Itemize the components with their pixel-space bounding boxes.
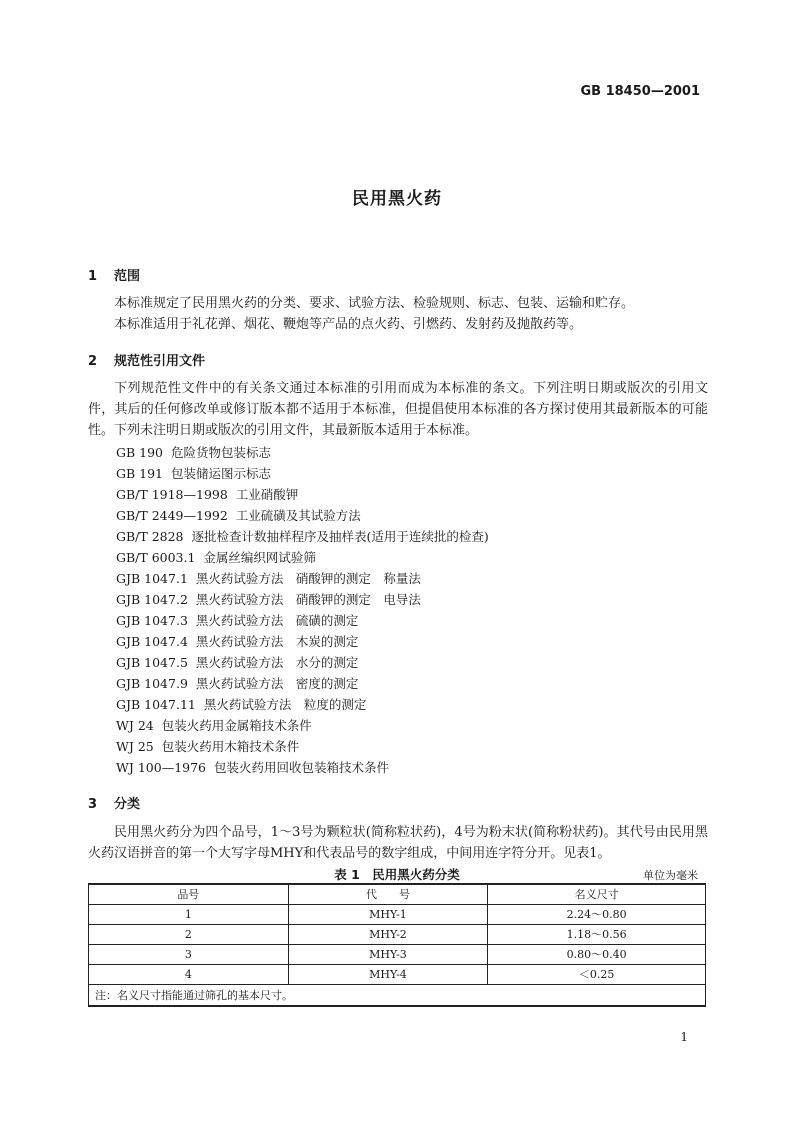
table-cell: 1 [89, 904, 289, 924]
reference-title: 工业硫磺及其试验方法 [235, 508, 361, 523]
reference-code: GB 191 [116, 466, 164, 481]
paragraph: 下列规范性文件中的有关条文通过本标准的引用而成为本标准的条文。下列注明日期或版次的引用文件，其后的任何修改单或修订版本都不适用于本标准，但提倡使用本标准的各方探讨使用其最新版本的可能性。下列未注明日期或版次的引用文件，其最新版本适用于本标准。 [88, 381, 708, 438]
section-title: 分类 [114, 797, 141, 812]
reference-code: GB/T 1918—1998 [116, 487, 228, 502]
reference-title: 逐批检查计数抽样程序及抽样表(适用于连续批的检查) [191, 529, 489, 544]
page-number: 1 [680, 1030, 688, 1044]
reference-title: 黑火药试验方法 粒度的测定 [203, 697, 367, 712]
reference-code: GJB 1047.11 [116, 697, 196, 712]
reference-code: GJB 1047.3 [116, 613, 188, 628]
reference-item [116, 526, 716, 547]
reference-title: 金属丝编织网试验筛 [203, 550, 316, 565]
section-number: 1 [88, 269, 98, 284]
section-title: 规范性引用文件 [114, 354, 206, 369]
table-cell: MHY-4 [288, 964, 488, 984]
column-header: 名义尺寸 [488, 884, 706, 904]
reference-code: WJ 25 [116, 739, 154, 754]
reference-title: 包装火药用木箱技术条件 [161, 739, 300, 754]
reference-item [116, 589, 716, 610]
table-cell: MHY-3 [288, 944, 488, 964]
reference-title: 黑火药试验方法 硫磺的测定 [195, 613, 359, 628]
table-row [89, 924, 706, 944]
reference-title: 黑火药试验方法 硝酸钾的测定 称量法 [195, 571, 421, 586]
reference-title: 黑火药试验方法 木炭的测定 [195, 634, 359, 649]
reference-title: 黑火药试验方法 密度的测定 [195, 676, 359, 691]
reference-item [116, 610, 716, 631]
table-caption: 表 1 民用黑火药分类 [334, 867, 460, 882]
table-note-row [89, 984, 706, 1006]
table-row [89, 964, 706, 984]
reference-title: 包装储运图示标志 [170, 466, 271, 481]
table-row [89, 944, 706, 964]
paragraph: 本标准规定了民用黑火药的分类、要求、试验方法、检验规则、标志、包装、运输和贮存。 [114, 296, 635, 311]
reference-code: GB/T 2828 [116, 529, 184, 544]
table-note: 注：名义尺寸指能通过筛孔的基本尺寸。 [89, 984, 706, 1006]
reference-code: GJB 1047.1 [116, 571, 188, 586]
table-cell: 2 [89, 924, 289, 944]
table-cell: ＜0.25 [488, 964, 706, 984]
table-cell: 4 [89, 964, 289, 984]
standard-number: GB 18450—2001 [580, 84, 700, 99]
table-cell: MHY-1 [288, 904, 488, 924]
reference-code: GB 190 [116, 445, 164, 460]
reference-code: GB/T 2449—1992 [116, 508, 228, 523]
reference-item [116, 442, 716, 463]
reference-item [116, 484, 716, 505]
table-header-row [89, 884, 706, 904]
reference-title: 工业硝酸钾 [235, 487, 299, 502]
section-title: 范围 [114, 269, 141, 284]
classification-table [88, 883, 706, 1007]
reference-item [116, 715, 716, 736]
reference-item [116, 463, 716, 484]
section-2-heading [88, 350, 205, 369]
reference-title: 危险货物包装标志 [170, 445, 271, 460]
table-cell: 1.18～0.56 [488, 924, 706, 944]
section-number: 3 [88, 797, 98, 812]
reference-code: GJB 1047.4 [116, 634, 188, 649]
reference-item [116, 736, 716, 757]
reference-title: 包装火药用金属箱技术条件 [161, 718, 312, 733]
reference-code: WJ 24 [116, 718, 154, 733]
reference-code: GJB 1047.9 [116, 676, 188, 691]
reference-code: GB/T 6003.1 [116, 550, 196, 565]
column-header: 品号 [89, 884, 289, 904]
table-row [89, 904, 706, 924]
reference-title: 黑火药试验方法 硝酸钾的测定 电导法 [195, 592, 421, 607]
reference-item [116, 547, 716, 568]
table-cell: 0.80～0.40 [488, 944, 706, 964]
column-header: 代 号 [288, 884, 488, 904]
reference-code: GJB 1047.2 [116, 592, 188, 607]
section-number: 2 [88, 354, 98, 369]
paragraph: 本标准适用于礼花弹、烟花、鞭炮等产品的点火药、引燃药、发射药及抛散药等。 [114, 317, 583, 332]
reference-code: GJB 1047.5 [116, 655, 188, 670]
reference-code: WJ 100—1976 [116, 760, 207, 775]
reference-item [116, 505, 716, 526]
reference-title: 包装火药用回收包装箱技术条件 [213, 760, 389, 775]
reference-title: 黑火药试验方法 水分的测定 [195, 655, 359, 670]
section-1-heading [88, 265, 140, 284]
table-unit: 单位为毫米 [643, 869, 698, 882]
reference-item [116, 568, 716, 589]
reference-item [116, 652, 716, 673]
table-cell: MHY-2 [288, 924, 488, 944]
reference-item [116, 757, 716, 778]
table-cell: 2.24～0.80 [488, 904, 706, 924]
table-cell: 3 [89, 944, 289, 964]
paragraph: 民用黑火药分为四个品号，1～3号为颗粒状(简称粒状药)，4号为粉末状(简称粉状药)。其代号由民用黑火药汉语拼音的第一个大写字母MHY和代表品号的数字组成，中间用连字符分开。见表1。 [88, 825, 708, 861]
document-title: 民用黑火药 [352, 189, 442, 209]
reference-item [116, 694, 716, 715]
reference-item [116, 631, 716, 652]
reference-item [116, 673, 716, 694]
section-3-heading [88, 793, 140, 812]
reference-list [116, 442, 716, 778]
